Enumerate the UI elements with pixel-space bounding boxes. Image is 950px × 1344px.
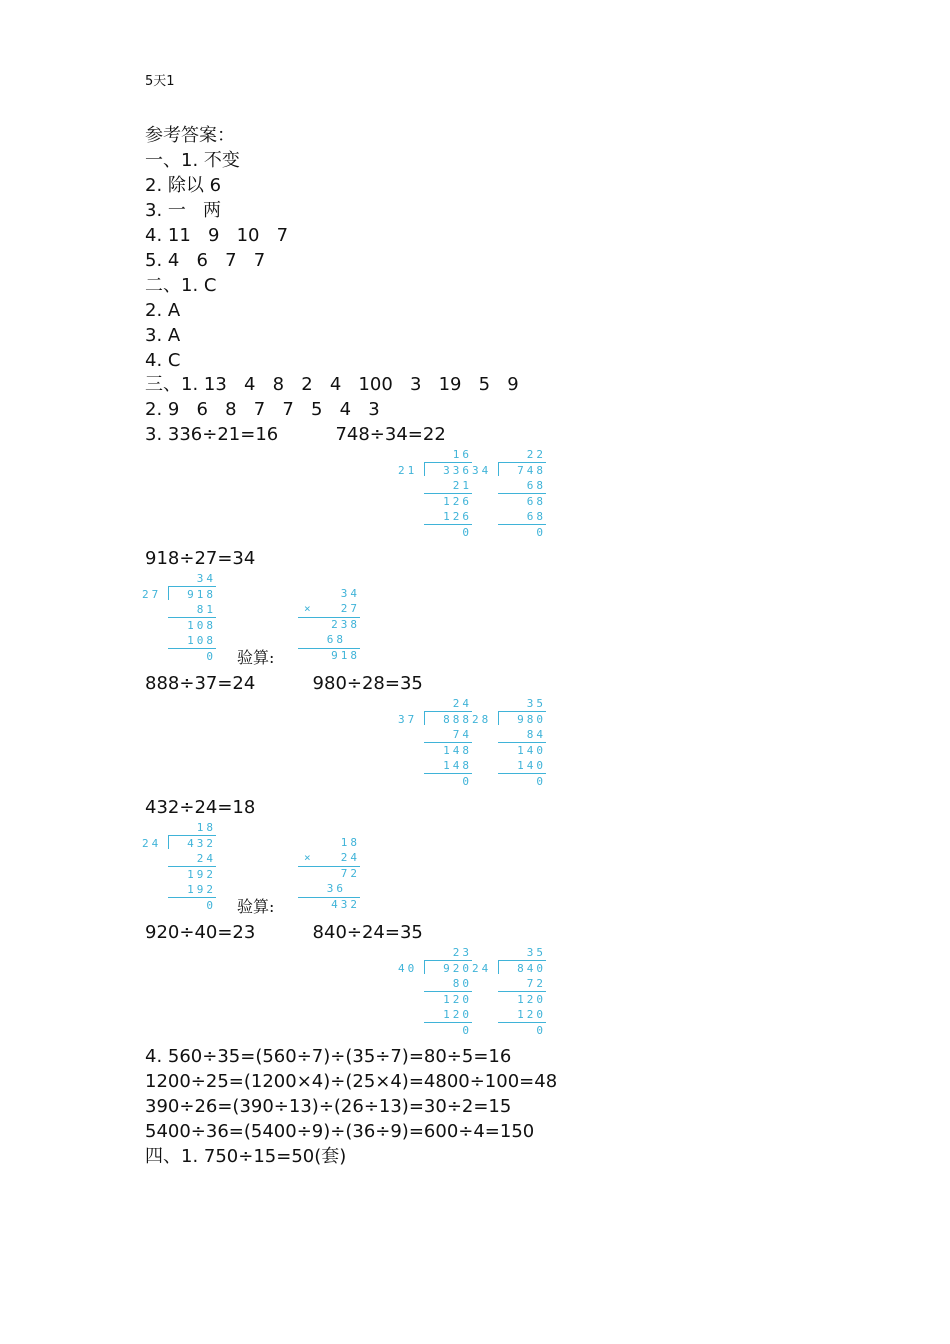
quotient: 23: [452, 946, 472, 959]
answer-title: 参考答案：: [145, 125, 235, 146]
divisor: 24: [472, 962, 492, 975]
subtrahend: 120: [443, 1008, 472, 1021]
long-division-figure: [398, 697, 476, 789]
partial-remainder: 192: [187, 868, 216, 881]
remainder: 0: [536, 526, 546, 539]
partial-product: 72: [340, 867, 360, 880]
divisor: 28: [472, 713, 492, 726]
divisor: 40: [398, 962, 418, 975]
quotient: 35: [526, 946, 546, 959]
remainder: 0: [206, 899, 216, 912]
answer-line: 3. A: [145, 325, 181, 346]
product: 918: [331, 649, 360, 662]
answer-line: 2. 9 6 8 7 7 5 4 3: [145, 399, 380, 420]
long-division-figure: [398, 448, 476, 540]
answer-line: 2. 除以 6: [145, 175, 222, 196]
divisor: 34: [472, 464, 492, 477]
answer-line: 2. A: [145, 300, 181, 321]
long-division-figure: [472, 697, 550, 789]
multiplier: 24: [340, 851, 360, 864]
answer-line: 一、1. 不变: [145, 150, 240, 171]
partial-remainder: 120: [443, 993, 472, 1006]
divisor: 37: [398, 713, 418, 726]
subtrahend: 140: [517, 759, 546, 772]
product: 432: [331, 898, 360, 911]
partial-product: 238: [331, 618, 360, 631]
answer-line: 432÷24=18: [145, 797, 256, 818]
multiply-sign: ×: [304, 851, 314, 864]
multiplier: 27: [340, 602, 360, 615]
remainder: 0: [462, 1024, 472, 1037]
subtrahend: 192: [187, 883, 216, 896]
subtrahend: 108: [187, 634, 216, 647]
divisor: 24: [142, 837, 162, 850]
answer-line: 二、1. C: [145, 275, 217, 296]
long-division-figure: [142, 821, 220, 913]
subtrahend: 84: [526, 728, 546, 741]
answer-line: 3. 一 两: [145, 200, 222, 221]
divisor: 27: [142, 588, 162, 601]
answer-line: 390÷26=(390÷13)÷(26÷13)=30÷2=15: [145, 1096, 512, 1117]
answer-line: 4. C: [145, 350, 181, 371]
page-header: 5天1: [145, 74, 175, 89]
quotient: 35: [526, 697, 546, 710]
answer-line: 3. 336÷21=16 748÷34=22: [145, 424, 446, 445]
long-division-figure: [472, 448, 550, 540]
remainder: 0: [536, 1024, 546, 1037]
quotient: 34: [196, 572, 216, 585]
long-division-figure: [472, 946, 550, 1038]
dividend: 336: [443, 464, 472, 477]
answer-line: 920÷40=23 840÷24=35: [145, 922, 423, 943]
answer-line: 918÷27=34: [145, 548, 256, 569]
subtrahend: 148: [443, 759, 472, 772]
quotient: 16: [452, 448, 472, 461]
subtrahend: 120: [517, 1008, 546, 1021]
divisor: 21: [398, 464, 418, 477]
partial-product: 36: [326, 882, 346, 895]
answer-line: 4. 560÷35=(560÷7)÷(35÷7)=80÷5=16: [145, 1046, 512, 1067]
multiplication-check-figure: [298, 836, 362, 914]
partial-remainder: 140: [517, 744, 546, 757]
subtrahend: 68: [526, 510, 546, 523]
partial-product: 68: [326, 633, 346, 646]
remainder: 0: [206, 650, 216, 663]
partial-remainder: 148: [443, 744, 472, 757]
long-division-figure: [142, 572, 220, 664]
answer-line: 三、1. 13 4 8 2 4 100 3 19 5 9: [145, 374, 519, 395]
dividend: 432: [187, 837, 216, 850]
dividend: 840: [517, 962, 546, 975]
partial-remainder: 108: [187, 619, 216, 632]
answer-line: 888÷37=24 980÷28=35: [145, 673, 423, 694]
answer-line: 1200÷25=(1200×4)÷(25×4)=4800÷100=48: [145, 1071, 558, 1092]
answer-line: 四、1. 750÷15=50(套): [145, 1146, 347, 1167]
long-division-figure: [398, 946, 476, 1038]
subtrahend: 21: [452, 479, 472, 492]
subtrahend: 80: [452, 977, 472, 990]
subtrahend: 68: [526, 479, 546, 492]
answer-line: 5. 4 6 7 7: [145, 250, 266, 271]
multiplicand: 18: [340, 836, 360, 849]
dividend: 888: [443, 713, 472, 726]
dividend: 980: [517, 713, 546, 726]
subtrahend: 126: [443, 510, 472, 523]
partial-remainder: 120: [517, 993, 546, 1006]
quotient: 24: [452, 697, 472, 710]
subtrahend: 74: [452, 728, 472, 741]
subtrahend: 81: [196, 603, 216, 616]
multiplicand: 34: [340, 587, 360, 600]
subtrahend: 24: [196, 852, 216, 865]
subtrahend: 72: [526, 977, 546, 990]
dividend: 920: [443, 962, 472, 975]
remainder: 0: [462, 775, 472, 788]
quotient: 18: [196, 821, 216, 834]
quotient: 22: [526, 448, 546, 461]
multiplication-check-figure: [298, 587, 362, 665]
verify-label: 验算:: [237, 897, 275, 916]
partial-remainder: 68: [526, 495, 546, 508]
dividend: 748: [517, 464, 546, 477]
verify-label: 验算:: [237, 648, 275, 667]
answer-line: 4. 11 9 10 7: [145, 225, 289, 246]
answer-line: 5400÷36=(5400÷9)÷(36÷9)=600÷4=150: [145, 1121, 535, 1142]
remainder: 0: [536, 775, 546, 788]
partial-remainder: 126: [443, 495, 472, 508]
multiply-sign: ×: [304, 602, 314, 615]
dividend: 918: [187, 588, 216, 601]
remainder: 0: [462, 526, 472, 539]
